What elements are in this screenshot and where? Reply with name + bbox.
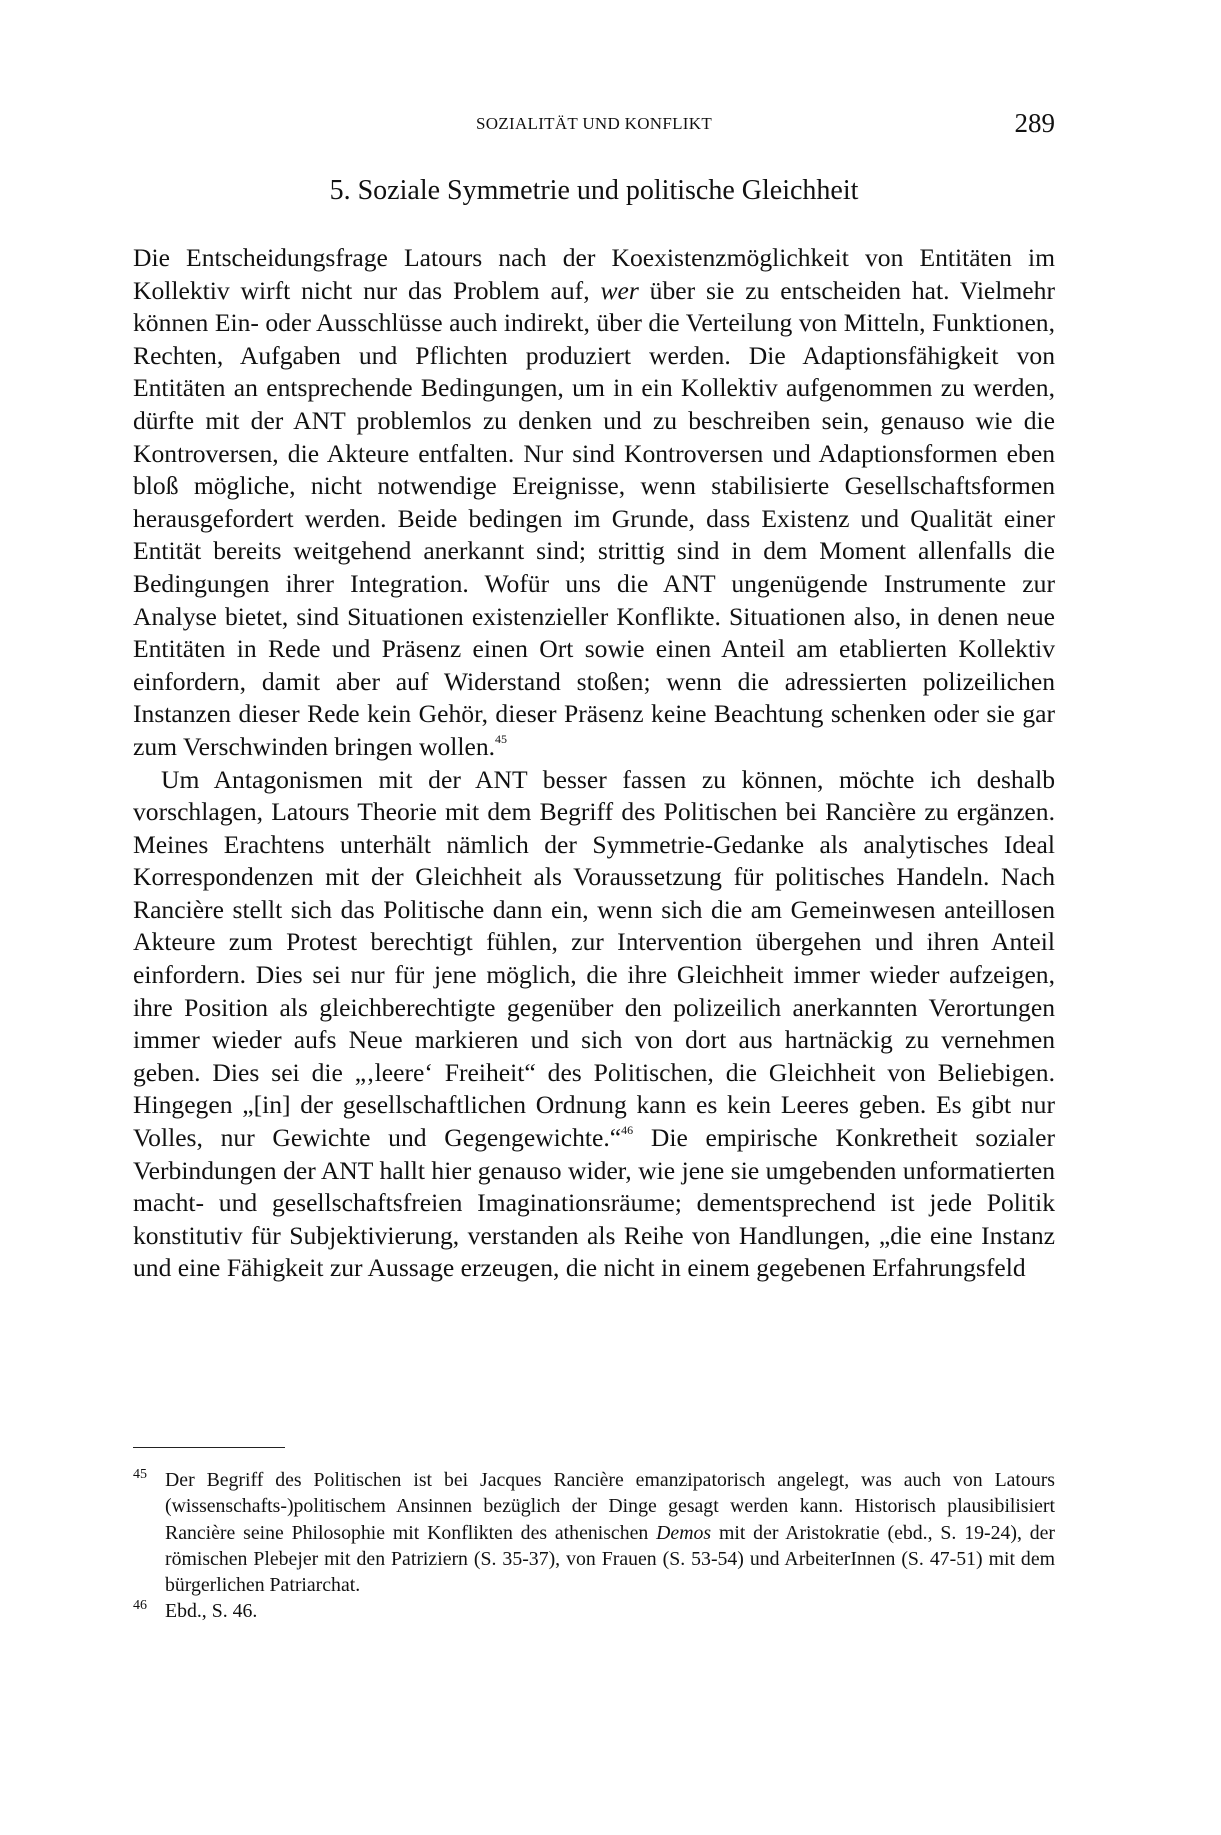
page-number: 289 — [1014, 108, 1055, 138]
running-title: SOZIALITÄT UND KONFLIKT — [475, 114, 713, 133]
paragraph-1-text-b: über sie zu entscheiden hat. Vielmehr können Ein- oder Ausschlüsse auch indirekt, über die Verteilung von Mitteln, Funktionen, Rechten, Aufgaben und Pflichten produziert werden. Die Adaptionsfähigkeit von Entitäten an entsprechende Bedingungen, um in ein Kollektiv aufgenommen zu werden, dürfte mit der ANT problemlos zu denken und zu beschreiben sein, genauso wie die Kontroversen, die Akteure entfalten. Nur sind Kontroversen und Adaptionsformen eben bloß mögliche, nicht notwendige Ereignisse, wenn stabilisierte Gesellschaftsformen herausgefordert werden. Beide bedingen im Grunde, dass Existenz und Qualität einer Entität bereits weitgehend anerkannt sind; strittig sind in dem Moment allenfalls die Bedingungen ihrer Integration. Wofür uns die ANT ungenügende Instrumente zur Analyse bietet, sind Situationen existenzieller Konflikte. Situationen also, in denen neue Entitäten in Rede und Präsenz einen Ort sowie einen Anteil am etablierten Kollektiv einfordern, damit aber auf Widerstand stoßen; wenn die adressierten polizeilichen Instanzen dieser Rede kein Gehör, dieser Präsenz keine Beachtung schenken oder sie gar zum Verschwinden bringen wollen. — [133, 275, 1055, 761]
footnote-number: 45 — [133, 1467, 147, 1482]
paragraph-1-text-a: Die Entscheidungsfrage Latours nach der Koexistenzmöglichkeit von Entitäten im Kollektiv wirft nicht nur das Problem auf, — [133, 243, 1055, 305]
footnote-text-a: Der Begriff des Politischen ist bei Jacques Rancière emanzipatorisch angelegt, was auch von Latours (wissenschafts-)politischem Ansinnen bezüglich der Dinge gesagt werden kann. Historisch plausibilisiert Rancière seine Philosophie mit Konflikten des athenischen — [165, 1469, 1055, 1544]
footnote-ref-45[interactable]: 45 — [495, 731, 508, 746]
body-text — [133, 242, 1055, 1285]
paragraph-2 — [133, 764, 1055, 1286]
footnote-emphasis: Demos — [656, 1521, 712, 1544]
running-head — [133, 108, 1055, 138]
footnote-text-b: mit der Aristokratie (ebd., S. 19-24), der römischen Plebejer mit den Patriziern (S. 35-37), von Frauen (S. 53-54) und ArbeiterInnen (S. 47-51) mit dem bürgerlichen Patriarchat. — [165, 1521, 1055, 1597]
section-heading: 5. Soziale Symmetrie und politische Gleichheit — [329, 175, 859, 206]
footnote-text: Ebd., S. 46. — [165, 1600, 258, 1623]
footnote-46 — [133, 1598, 1055, 1624]
paragraph-1 — [133, 242, 1055, 764]
paragraph-2-text-b: Die empirische Konkretheit sozialer Verbindungen der ANT hallt hier genauso wider, wie jene sie umgebenden unformatierten macht- und gesellschaftsfreien Imaginationsräume; dementsprechend ist jede Politik konstitutiv für Subjektivierung, verstanden als Reihe von Handlungen, „die eine Instanz und eine Fähigkeit zur Aussage erzeugen, die nicht in einem gegebenen Erfahrungsfeld — [133, 1123, 1055, 1283]
footnote-separator — [133, 1447, 285, 1448]
footnotes — [133, 1467, 1055, 1625]
footnote-ref-46[interactable]: 46 — [621, 1123, 634, 1138]
footnote-number: 46 — [133, 1598, 147, 1614]
paragraph-1-emphasis: wer — [600, 275, 639, 305]
footnote-45 — [133, 1467, 1055, 1598]
paragraph-2-text-a: Um Antagonismen mit der ANT besser fassen zu können, möchte ich deshalb vorschlagen, Latours Theorie mit dem Begriff des Politischen bei Rancière zu ergänzen. Meines Erachtens unterhält nämlich der Symmetrie-Gedanke als analytisches Ideal Korrespondenzen mit der Gleichheit als Voraussetzung für politisches Handeln. Nach Rancière stellt sich das Politische dann ein, wenn sich die am Gemeinwesen anteillosen Akteure zum Protest berechtigt fühlen, zur Intervention übergehen und ihren Anteil einfordern. Dies sei nur für jene möglich, die ihre Gleichheit immer wieder aufzeigen, ihre Position als gleichberechtigte gegenüber den polizeilich anerkannten Verortungen immer wieder aufs Neue markieren und sich von dort aus hartnäckig zu vernehmen geben. Dies sei die „‚leere‘ Freiheit“ des Politischen, die Gleichheit von Beliebigen. Hingegen „[in] der gesellschaftlichen Ordnung kann es kein Leeres geben. Es gibt nur Volles, nur Gewichte und Gegengewichte.“ — [133, 764, 1055, 1153]
